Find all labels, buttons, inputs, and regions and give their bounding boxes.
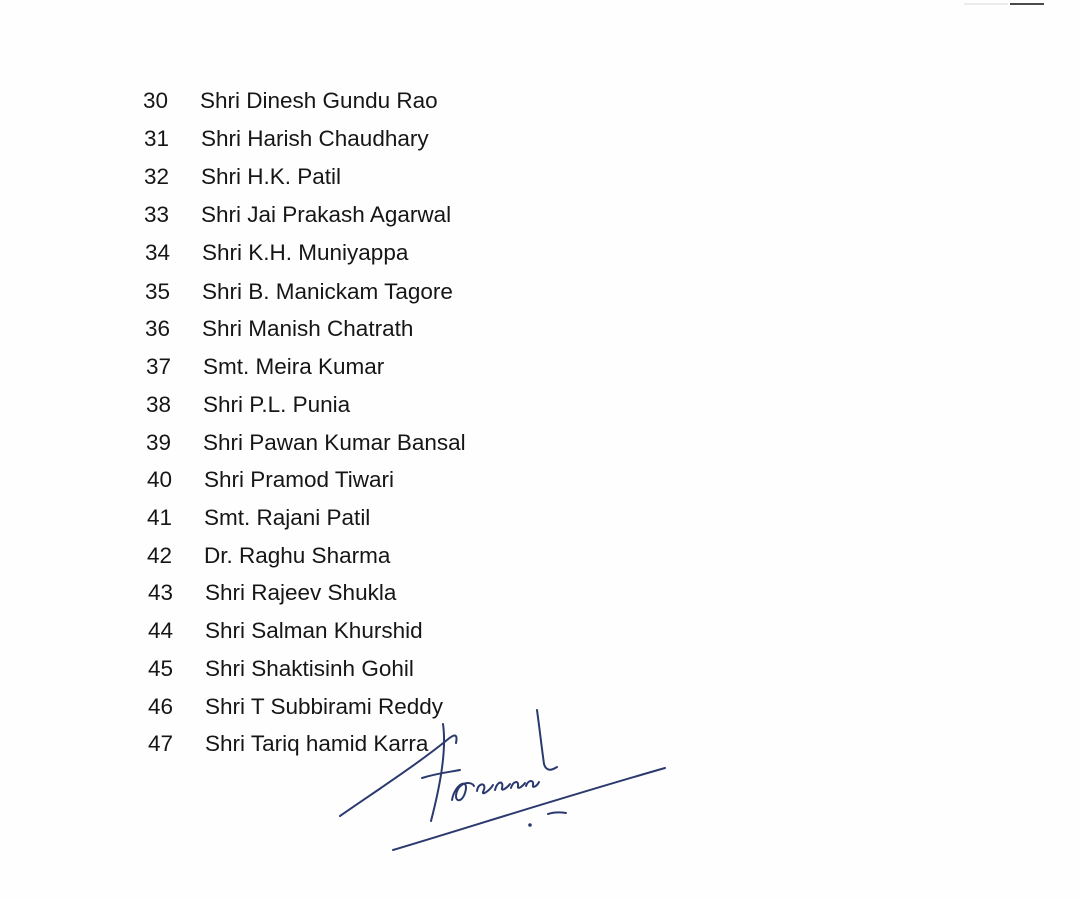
- member-name: Shri Dinesh Gundu Rao: [200, 88, 438, 113]
- item-number: 35: [145, 279, 171, 304]
- item-number: 33: [144, 202, 170, 227]
- member-name: Shri Manish Chatrath: [202, 316, 414, 341]
- member-name: Shri P.L. Punia: [203, 392, 351, 417]
- item-number: 40: [147, 467, 173, 492]
- member-name: Shri H.K. Patil: [201, 164, 342, 189]
- item-number: 36: [145, 316, 171, 341]
- item-number: 34: [145, 240, 171, 265]
- item-number: 38: [146, 392, 172, 417]
- item-number: 46: [148, 694, 174, 719]
- member-name: Shri Pawan Kumar Bansal: [203, 430, 466, 455]
- member-name: Shri Salman Khurshid: [205, 618, 423, 643]
- item-number: 31: [144, 126, 170, 151]
- member-name: Shri T Subbirami Reddy: [205, 694, 444, 719]
- item-number: 37: [146, 354, 172, 379]
- item-number: 32: [144, 164, 170, 189]
- item-number: 42: [147, 543, 173, 568]
- member-name: Shri K.H. Muniyappa: [202, 240, 409, 265]
- item-number: 45: [148, 656, 174, 681]
- member-name: Shri Pramod Tiwari: [204, 467, 395, 492]
- member-name: Shri B. Manickam Tagore: [202, 279, 453, 304]
- member-name: Shri Rajeev Shukla: [205, 580, 397, 605]
- member-name: Dr. Raghu Sharma: [204, 543, 391, 568]
- item-number: 43: [148, 580, 174, 605]
- item-number: 30: [143, 88, 169, 113]
- handwritten-signature: [330, 700, 680, 870]
- item-number: 39: [146, 430, 172, 455]
- member-name: Shri Shaktisinh Gohil: [205, 656, 414, 681]
- item-number: 44: [148, 618, 174, 643]
- member-name: Shri Jai Prakash Agarwal: [201, 202, 452, 227]
- item-number: 41: [147, 505, 173, 530]
- member-name: Smt. Rajani Patil: [204, 505, 371, 530]
- member-name: Smt. Meira Kumar: [203, 354, 385, 379]
- member-name: Shri Tariq hamid Karra: [205, 731, 429, 756]
- member-name: Shri Harish Chaudhary: [201, 126, 429, 151]
- item-number: 47: [148, 731, 174, 756]
